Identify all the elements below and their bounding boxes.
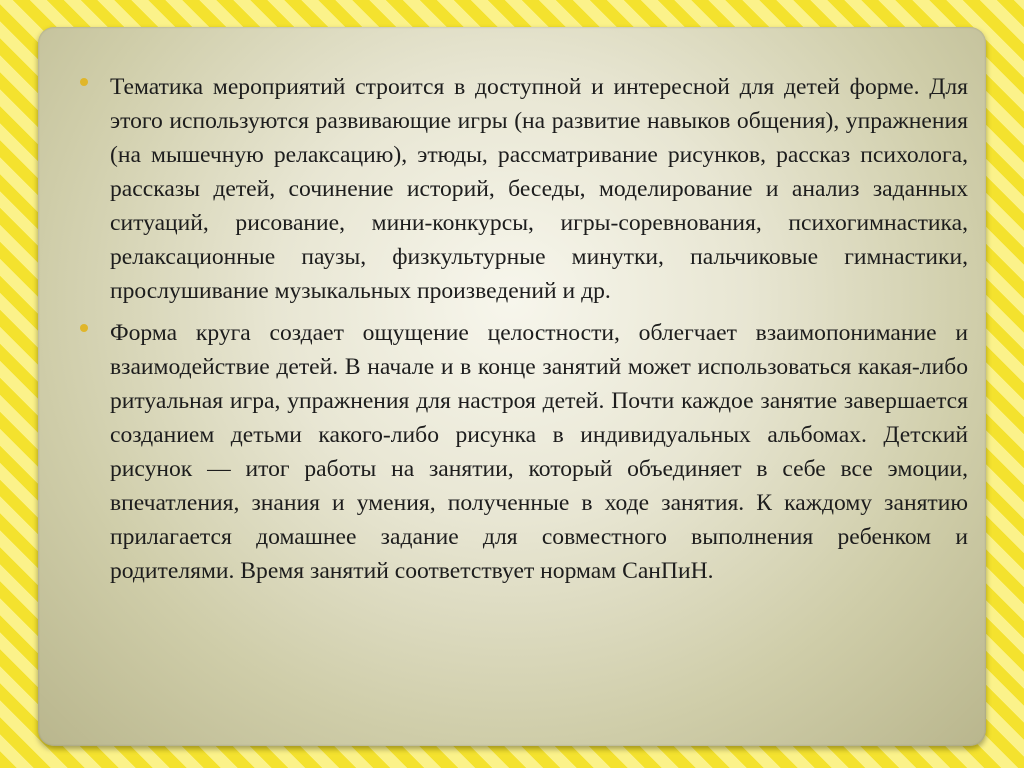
bullet-dot-icon	[80, 324, 88, 332]
bullet-item-2	[72, 316, 968, 588]
bullet-text: Форма круга создает ощущение целостности, облегчает взаимопонимание и взаимодействие детей. В начале и в конце занятий может использоваться какая-либо ритуальная игра, упражнения для настроя детей. Почти каждое занятие завершается созданием детьми какого-либо рисунка в индивидуальных альбомах. Детский рисунок ― итог работы на занятии, который объединяет в себе все эмоции, впечатления, знания и умения, полученные в ходе занятия. К каждому занятию прилагается домашнее задание для совместного выполнения ребенком и родителями. Время занятий соответствует нормам СанПиН.	[110, 320, 968, 584]
bullet-dot-icon	[80, 78, 88, 86]
bullet-item-1	[72, 70, 968, 308]
slide-content	[72, 70, 968, 596]
bullet-text: Тематика мероприятий строится в доступной и интересной для детей форме. Для этого используются развивающие игры (на развитие навыков общения), упражнения (на мышечную релаксацию), этюды, рассматривание рисунков, рассказ психолога, рассказы детей, сочинение историй, беседы, моделирование и анализ заданных ситуаций, рисование, мини-конкурсы, игры-соревнования, психогимнастика, релаксационные паузы, физкультурные минутки, пальчиковые гимнастики, прослушивание музыкальных произведений и др.	[110, 74, 968, 304]
